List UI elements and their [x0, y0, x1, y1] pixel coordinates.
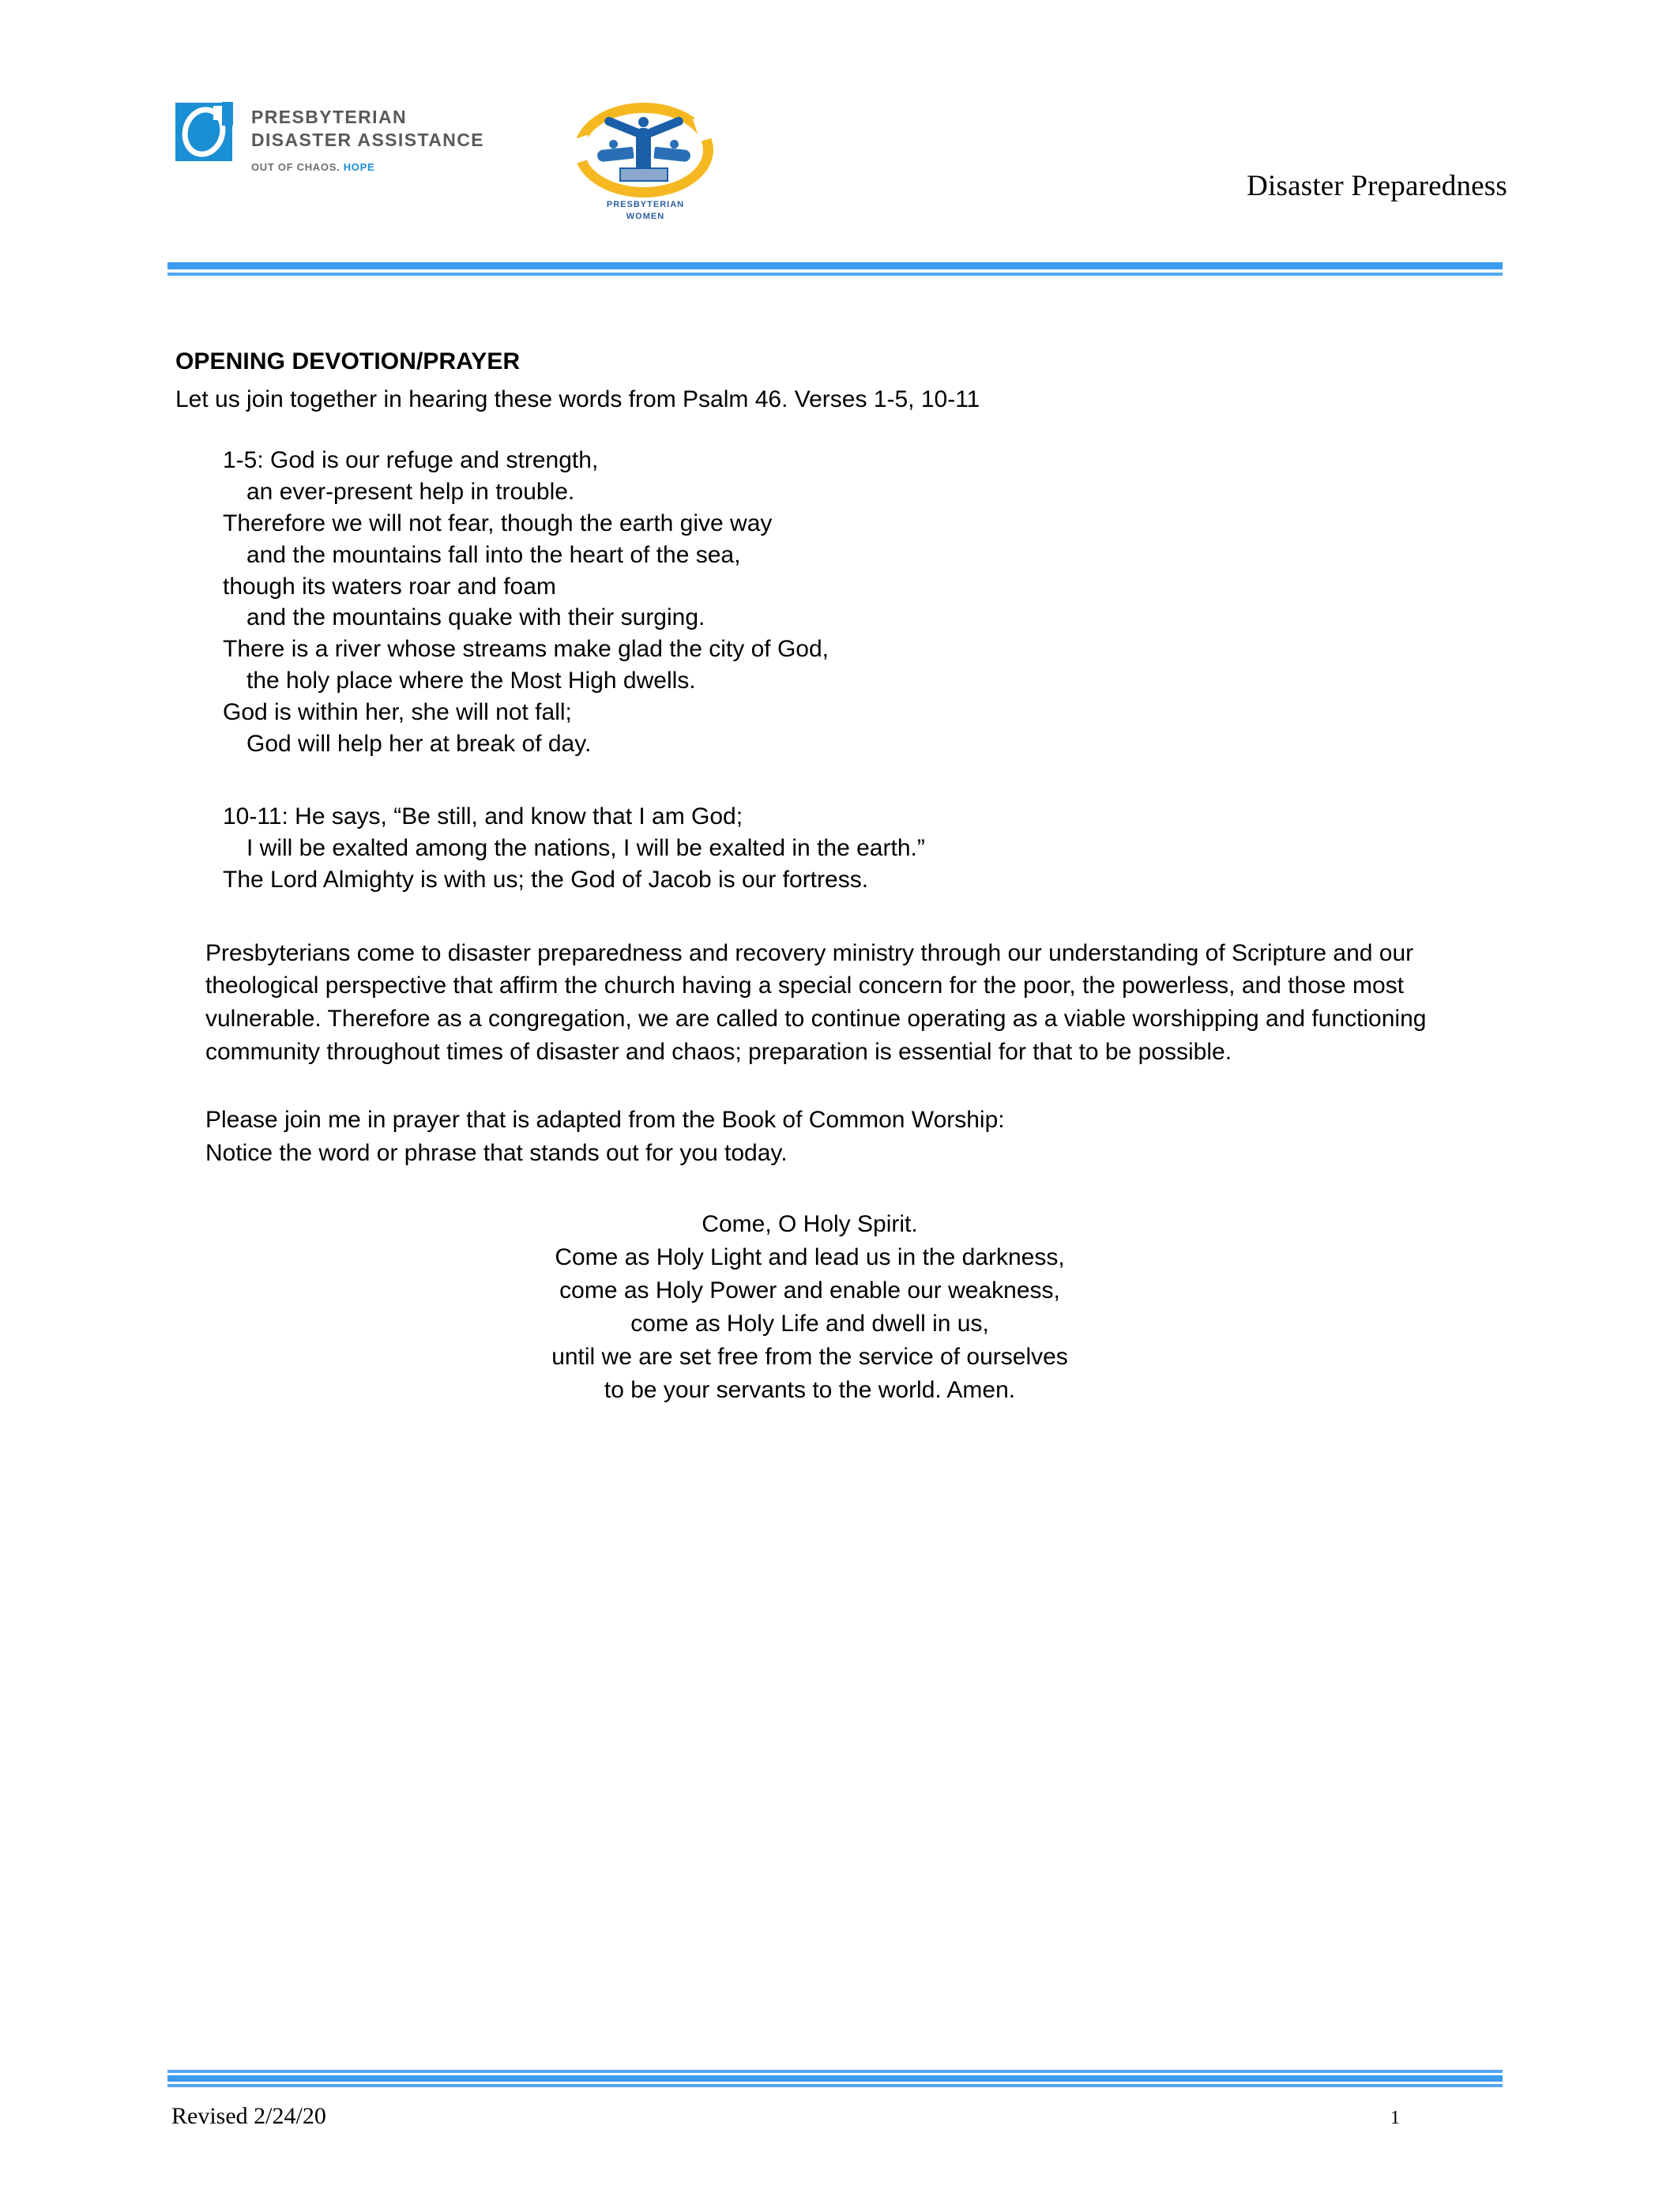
prose-block — [175, 937, 1469, 1170]
prayer-line: to be your servants to the world. Amen. — [604, 1376, 1016, 1403]
section-heading: OPENING DEVOTION/PRAYER — [175, 348, 521, 374]
pw-caption-line1: PRESBYTERIAN — [606, 200, 685, 209]
footer-row — [167, 2103, 1503, 2138]
header-divider — [167, 262, 1503, 276]
scripture-line: and the mountains fall into the heart of the sea, — [246, 541, 741, 568]
scripture-line: The Lord Almighty is with us; the God of Jacob is our fortress. — [223, 866, 869, 893]
scripture-line: There is a river whose streams make glad the city of God, — [223, 636, 829, 663]
scripture-block — [175, 445, 1487, 896]
scripture-line: and the mountains quake with their surging. — [246, 604, 705, 631]
prayer-line: Come, O Holy Spirit. — [702, 1210, 918, 1237]
pw-caption-line2: WOMEN — [626, 211, 665, 221]
page-header — [0, 0, 1659, 237]
prayer-block — [175, 1208, 1414, 1407]
paragraph-spacer — [205, 1069, 1469, 1104]
pw-logo-caption — [570, 199, 720, 223]
pw-figures-icon — [597, 115, 690, 183]
footer-page-number: 1 — [1390, 2108, 1400, 2128]
prayer-line: Come as Holy Light and lead us in the darkness, — [555, 1243, 1065, 1270]
pda-tagline-accent: HOPE — [343, 160, 375, 173]
header-title: Disaster Preparedness — [1247, 170, 1507, 202]
scripture-line: though its waters roar and foam — [223, 573, 556, 600]
footer-revised-date: Revised 2/24/20 — [171, 2103, 326, 2129]
pda-tagline-dark: OUT OF CHAOS. — [251, 160, 340, 173]
scripture-line: 10-11: He says, “Be still, and know that I am God; — [223, 803, 743, 830]
scripture-line: I will be exalted among the nations, I will be exalted in the earth.” — [246, 834, 925, 861]
page-footer — [167, 2070, 1503, 2138]
prose-paragraph-2-line1: Please join me in prayer that is adapted from the Book of Common Worship: — [205, 1106, 1005, 1133]
pda-logo-name-line2: DISASTER ASSISTANCE — [251, 130, 484, 151]
scripture-line: Therefore we will not fear, though the earth give way — [223, 510, 773, 536]
scripture-line: the holy place where the Most High dwells. — [246, 668, 696, 694]
pda-swoosh-icon — [175, 103, 232, 161]
presbyterian-disaster-assistance-logo — [175, 101, 484, 173]
scripture-line: 1-5: God is our refuge and strength, — [223, 446, 599, 473]
prayer-line: come as Holy Life and dwell in us, — [630, 1310, 989, 1337]
prayer-line: come as Holy Power and enable our weakness, — [559, 1277, 1060, 1304]
verse-spacer — [223, 760, 1487, 801]
scripture-line: God is within her, she will not fall; — [223, 699, 572, 726]
lead-paragraph: Let us join together in hearing these words from Psalm 46. Verses 1-5, 10-11 — [175, 386, 980, 412]
pda-logo-text — [251, 101, 484, 173]
prose-paragraph-1: Presbyterians come to disaster preparedness and recovery ministry through our understanding of Scripture and our theological perspective that affirm the church having a special concern for the poor, the powerless, and those most vulnerable. Therefore as a congregation, we are called to continue operating as a viable worshipping and functioning community throughout times of disaster and chaos; preparation is essential for that to be possible. — [205, 939, 1427, 1066]
document-body — [175, 348, 1487, 1407]
scripture-line: God will help her at break of day. — [246, 731, 592, 757]
scripture-line: an ever-present help in trouble. — [246, 478, 575, 505]
pda-logo-name-line1: PRESBYTERIAN — [251, 107, 407, 127]
prayer-line: until we are set free from the service of ourselves — [551, 1343, 1068, 1370]
pda-logo-tagline — [251, 161, 484, 173]
prose-paragraph-2-line2: Notice the word or phrase that stands out for you today. — [205, 1139, 788, 1166]
presbyterian-women-logo — [570, 98, 720, 232]
